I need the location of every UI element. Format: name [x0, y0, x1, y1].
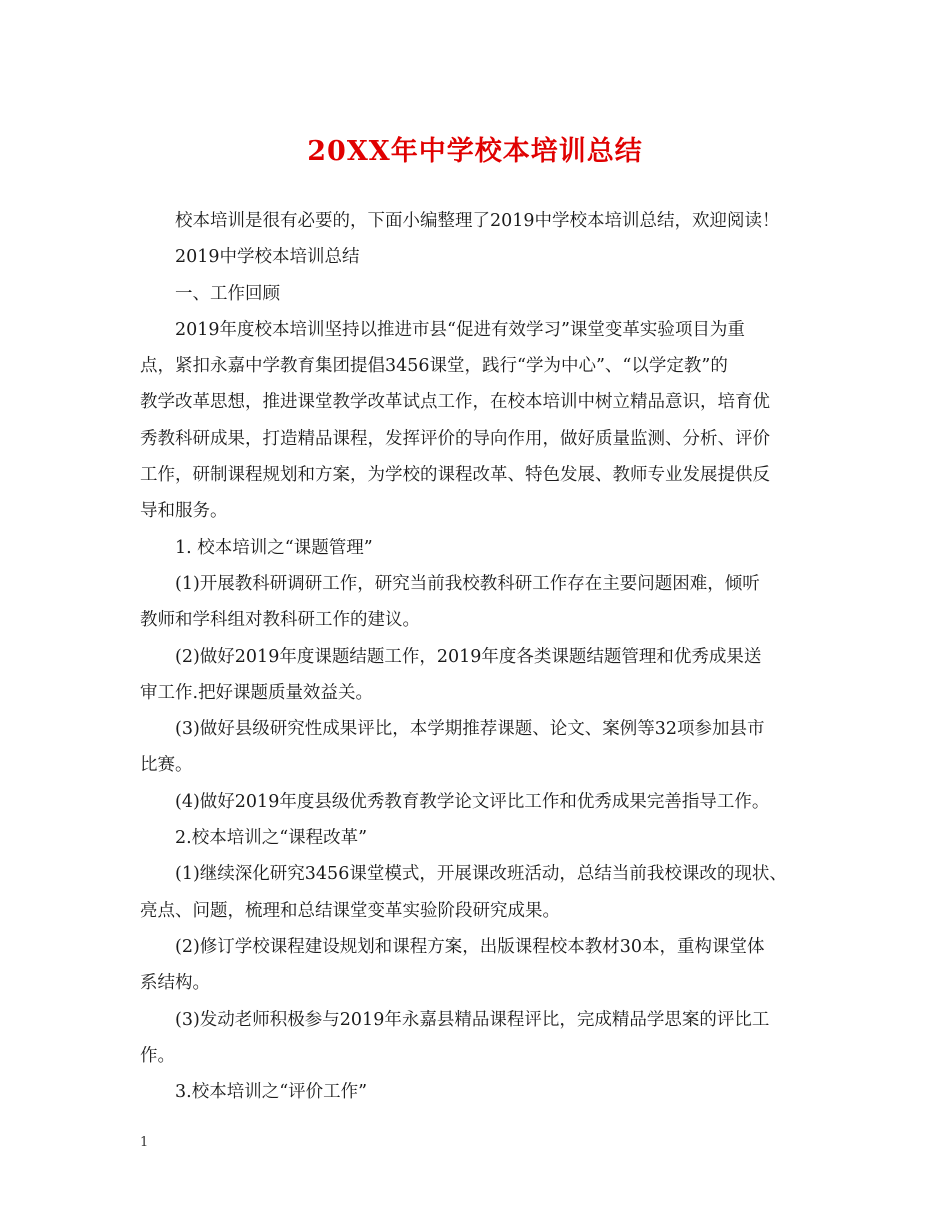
paragraph-line: 2019年度校本培训坚持以推进市县“促进有效学习”课堂变革实验项目为重 [175, 319, 745, 340]
paragraph-line: 3.校本培训之“评价工作” [175, 1082, 368, 1103]
body-paragraph [140, 639, 815, 712]
body-paragraph [140, 203, 815, 239]
paragraph-line: 作。 [140, 1045, 175, 1066]
document-body [140, 203, 815, 1110]
body-paragraph [140, 239, 815, 275]
paragraph-line: (4)做好2019年度县级优秀教育教学论文评比工作和优秀成果完善指导工作。 [175, 791, 770, 812]
body-paragraph [140, 784, 815, 820]
body-paragraph [140, 820, 815, 856]
paragraph-line: 教师和学科组对教科研工作的建议。 [140, 610, 420, 631]
body-paragraph [140, 276, 815, 312]
paragraph-line: 教学改革思想，推进课堂教学改革试点工作，在校本培训中树立精品意识，培育优 [140, 392, 770, 413]
paragraph-line: 1. 校本培训之“课题管理” [175, 537, 373, 558]
paragraph-line: (3)发动老师积极参与2019年永嘉县精品课程评比，完成精品学思案的评比工 [175, 1009, 770, 1030]
paragraph-line: (2)修订学校课程建设规划和课程方案，出版课程校本教材30本，重构课堂体 [175, 936, 765, 957]
paragraph-line: 亮点、问题，梳理和总结课堂变革实验阶段研究成果。 [140, 900, 560, 921]
body-paragraph [140, 1074, 815, 1110]
paragraph-line: 导和服务。 [140, 501, 228, 522]
paragraph-line: (1)继续深化研究3456课堂模式，开展课改班活动，总结当前我校课改的现状、 [175, 864, 787, 885]
paragraph-line: 秀教科研成果，打造精品课程，发挥评价的导向作用，做好质量监测、分析、评价 [140, 428, 770, 449]
paragraph-line: 校本培训是很有必要的，下面小编整理了2019中学校本培训总结，欢迎阅读！ [175, 211, 780, 231]
paragraph-line: 比赛。 [140, 755, 193, 776]
paragraph-line: (3)做好县级研究性成果评比，本学期推荐课题、论文、案例等32项参加县市 [175, 719, 765, 740]
paragraph-line: 2019中学校本培训总结 [175, 247, 360, 268]
paragraph-line: 2.校本培训之“课程改革” [175, 828, 368, 849]
paragraph-line: 系结构。 [140, 973, 210, 994]
paragraph-line: 审工作.把好课题质量效益关。 [140, 682, 374, 703]
paragraph-line: 工作，研制课程规划和方案，为学校的课程改革、特色发展、教师专业发展提供反 [140, 465, 770, 486]
body-paragraph [140, 711, 815, 784]
body-paragraph [140, 312, 815, 530]
paragraph-line: (2)做好2019年度课题结题工作，2019年度各类课题结题管理和优秀成果送 [175, 646, 762, 667]
paragraph-line: 点，紧扣永嘉中学教育集团提倡3456课堂，践行“学为中心”、“以学定教”的 [140, 356, 728, 377]
paragraph-line: 一、工作回顾 [175, 283, 280, 304]
paragraph-line: (1)开展教科研调研工作，研究当前我校教科研工作存在主要问题困难，倾听 [175, 573, 760, 594]
body-paragraph [140, 566, 815, 639]
page-number: 1 [140, 1135, 149, 1150]
body-paragraph [140, 856, 815, 929]
body-paragraph [140, 929, 815, 1002]
document-title: 20XX年中学校本培训总结 [307, 136, 643, 167]
body-paragraph [140, 530, 815, 566]
body-paragraph [140, 1002, 815, 1075]
